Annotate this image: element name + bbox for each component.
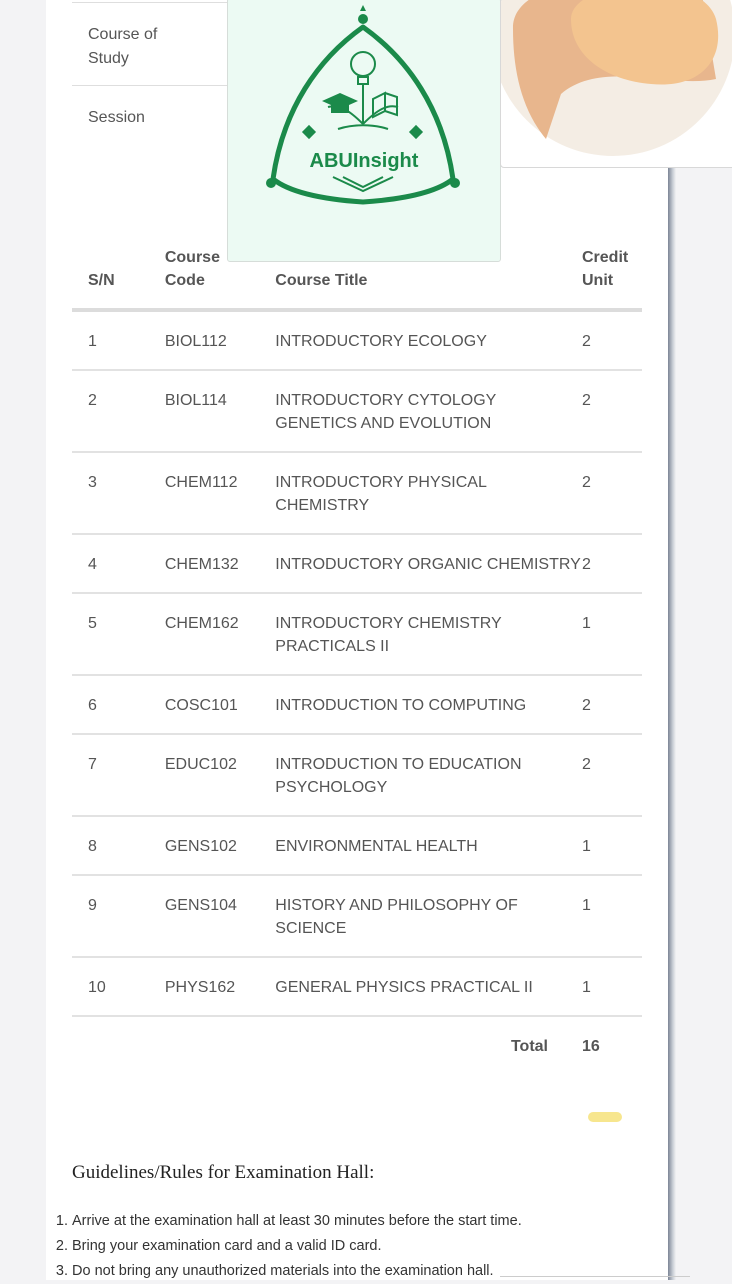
header-credit-unit bbox=[582, 228, 642, 310]
cell-code: CHEM162 bbox=[165, 593, 275, 675]
cell-sn: 8 bbox=[72, 816, 165, 875]
guideline-item: 1. Arrive at the examination hall at least 30 minutes before the start time. bbox=[72, 1209, 672, 1234]
guideline-item: 2. Bring your examination card and a valid ID card. bbox=[72, 1234, 672, 1259]
cell-code: CHEM132 bbox=[165, 534, 275, 593]
table-row bbox=[72, 452, 642, 534]
session-row bbox=[72, 85, 227, 186]
total-value: 16 bbox=[582, 1038, 600, 1055]
cell-title: INTRODUCTORY PHYSICAL CHEMISTRY bbox=[275, 452, 582, 534]
cell-credit: 2 bbox=[582, 675, 642, 734]
guideline-item: 3. Do not bring any unauthorized materials into the examination hall. bbox=[72, 1259, 672, 1284]
cell-code: BIOL112 bbox=[165, 310, 275, 370]
cell-credit: 2 bbox=[582, 310, 642, 370]
cell-credit: 1 bbox=[582, 875, 642, 957]
divider bbox=[500, 1276, 690, 1277]
header-credit-unit-text: Credit Unit bbox=[582, 249, 629, 289]
table-row bbox=[72, 534, 642, 593]
cell-credit: 2 bbox=[582, 534, 642, 593]
cell-title: GENERAL PHYSICS PRACTICAL II bbox=[275, 957, 582, 1016]
cell-title: INTRODUCTORY ORGANIC CHEMISTRY bbox=[275, 534, 582, 593]
header-course-code-text: Course Code bbox=[164, 249, 220, 289]
logo-text: ABUInsight bbox=[309, 150, 419, 172]
abuinsight-logo-card bbox=[227, 0, 501, 262]
header-course-code bbox=[165, 228, 275, 310]
photo-image bbox=[501, 0, 732, 167]
cell-sn: 7 bbox=[72, 734, 165, 816]
cell-sn: 4 bbox=[72, 534, 165, 593]
cell-sn: 2 bbox=[72, 370, 165, 452]
table-header-row bbox=[72, 228, 642, 310]
cell-credit: 1 bbox=[582, 816, 642, 875]
cell-sn: 5 bbox=[72, 593, 165, 675]
cell-credit: 2 bbox=[582, 452, 642, 534]
cell-credit: 1 bbox=[582, 957, 642, 1016]
table-row bbox=[72, 816, 642, 875]
session-label: Session bbox=[88, 109, 145, 126]
table-row bbox=[72, 734, 642, 816]
abuinsight-logo bbox=[228, 0, 500, 261]
cell-credit: 2 bbox=[582, 370, 642, 452]
table-row bbox=[72, 675, 642, 734]
table-row bbox=[72, 957, 642, 1016]
total-label: Total bbox=[510, 1038, 548, 1055]
cell-code: GENS102 bbox=[165, 816, 275, 875]
cell-credit: 1 bbox=[582, 593, 642, 675]
table-row bbox=[72, 370, 642, 452]
total-row bbox=[72, 1016, 642, 1074]
course-registration-table bbox=[72, 228, 642, 1074]
page-edge-shadow bbox=[668, 165, 676, 1280]
header-course-title: Course Title bbox=[275, 228, 582, 310]
cell-sn: 6 bbox=[72, 675, 165, 734]
cell-sn: 3 bbox=[72, 452, 165, 534]
highlight-mark bbox=[588, 1112, 622, 1122]
cell-sn: 1 bbox=[72, 310, 165, 370]
cell-title: INTRODUCTION TO EDUCATION PSYCHOLOGY bbox=[275, 734, 582, 816]
header-sn: S/N bbox=[72, 228, 165, 310]
guidelines-list bbox=[50, 1209, 672, 1284]
cell-title: INTRODUCTORY CHEMISTRY PRACTICALS II bbox=[275, 593, 582, 675]
guidelines-title: Guidelines/Rules for Examination Hall: bbox=[72, 1162, 375, 1183]
cell-title: INTRODUCTION TO COMPUTING bbox=[275, 675, 582, 734]
cell-code: BIOL114 bbox=[165, 370, 275, 452]
cell-title: INTRODUCTORY CYTOLOGY GENETICS AND EVOLUTION bbox=[275, 370, 582, 452]
cell-sn: 10 bbox=[72, 957, 165, 1016]
cell-code: COSC101 bbox=[165, 675, 275, 734]
cell-sn: 9 bbox=[72, 875, 165, 957]
table-row bbox=[72, 310, 642, 370]
cell-credit: 2 bbox=[582, 734, 642, 816]
table-row bbox=[72, 593, 642, 675]
cell-code: EDUC102 bbox=[165, 734, 275, 816]
student-photo bbox=[500, 0, 732, 168]
table-row bbox=[72, 875, 642, 957]
cell-code: PHYS162 bbox=[165, 957, 275, 1016]
course-of-study-label: Course of Study bbox=[88, 26, 158, 67]
cell-title: ENVIRONMENTAL HEALTH bbox=[275, 816, 582, 875]
cell-title: HISTORY AND PHILOSOPHY OF SCIENCE bbox=[275, 875, 582, 957]
cell-code: GENS104 bbox=[165, 875, 275, 957]
cell-title: INTRODUCTORY ECOLOGY bbox=[275, 310, 582, 370]
cell-code: CHEM112 bbox=[165, 452, 275, 534]
course-of-study-row bbox=[72, 2, 227, 85]
